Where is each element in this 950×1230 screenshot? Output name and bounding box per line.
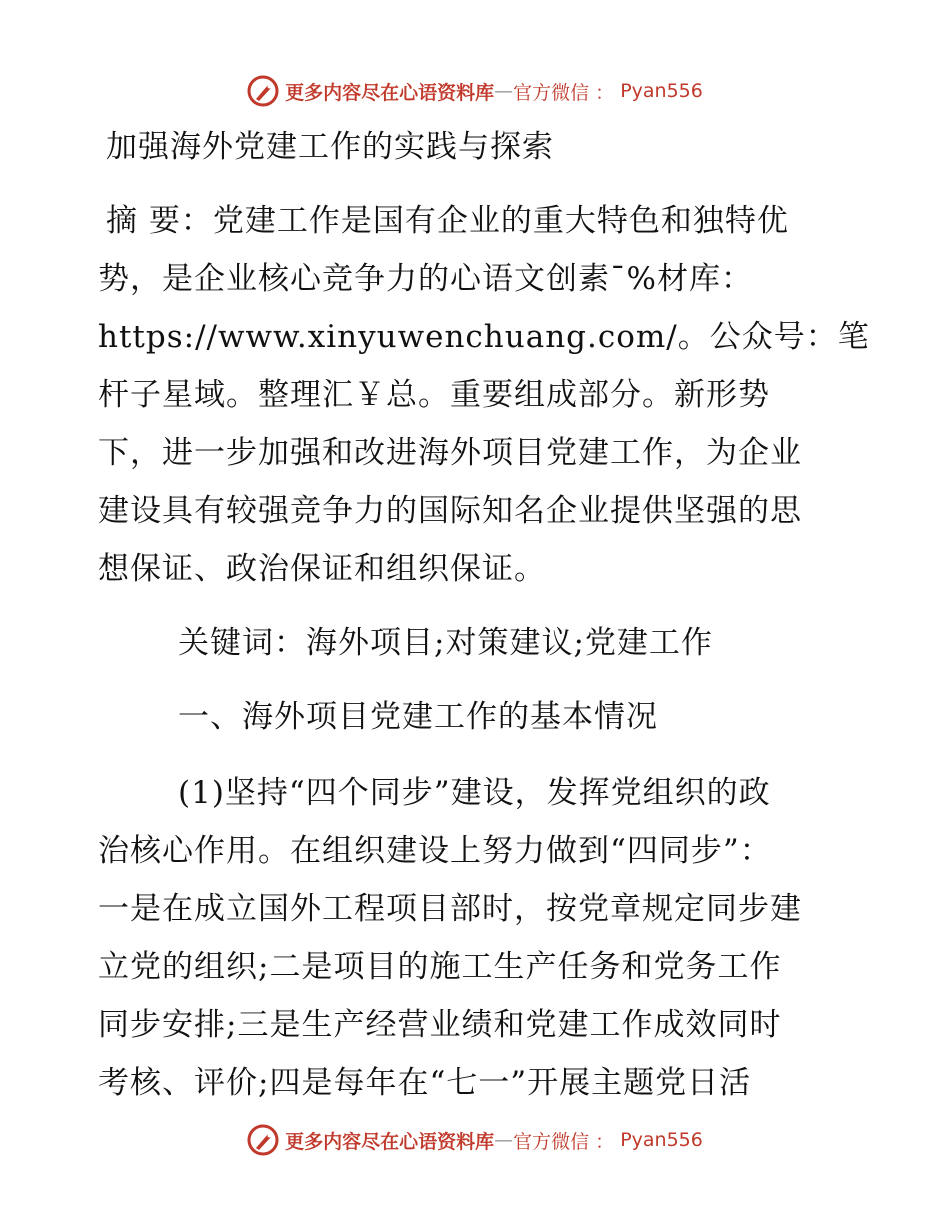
watermark-dash: — bbox=[494, 80, 514, 102]
abstract-line: 下，进一步加强和改进海外项目党建工作，为企业 bbox=[98, 435, 802, 471]
body-line: 治核心作用。在组织建设上努力做到“四同步”： bbox=[98, 833, 772, 869]
watermark-separator: ： bbox=[595, 81, 615, 104]
watermark-wechat-id: Pyan556 bbox=[620, 1129, 703, 1151]
footer-watermark bbox=[0, 1123, 950, 1157]
abstract-line: https://www.xinyuwenchuang.com/。公众号：笔 bbox=[98, 319, 870, 355]
watermark-main-text: 更多内容尽在心语资料库 bbox=[285, 81, 495, 104]
abstract-line: 建设具有较强竞争力的国际知名企业提供坚强的思 bbox=[98, 493, 802, 529]
watermark-separator: ： bbox=[595, 1130, 615, 1153]
keywords-line: 关键词：海外项目;对策建议;党建工作 bbox=[178, 625, 713, 661]
watermark-official-label: 官方微信 bbox=[513, 81, 590, 104]
header-watermark bbox=[0, 74, 950, 108]
watermark-wechat-id: Pyan556 bbox=[620, 80, 703, 102]
body-line: 立党的组织;二是项目的施工生产任务和党务工作 bbox=[98, 949, 782, 985]
body-line: 一是在成立国外工程项目部时，按党章规定同步建 bbox=[98, 891, 802, 927]
document-title: 加强海外党建工作的实践与探索 bbox=[106, 129, 554, 165]
abstract-line: 想保证、政治保证和组织保证。 bbox=[98, 551, 546, 587]
body-line: (1)坚持“四个同步”建设，发挥党组织的政 bbox=[178, 775, 771, 811]
abstract-line: 杆子星域。整理汇￥总。重要组成部分。新形势 bbox=[98, 377, 770, 413]
pen-logo-icon bbox=[247, 1124, 279, 1156]
section-heading: 一、海外项目党建工作的基本情况 bbox=[178, 699, 658, 735]
body-line: 考核、评价;四是每年在“七一”开展主题党日活 bbox=[98, 1065, 752, 1101]
watermark-official-label: 官方微信 bbox=[513, 1130, 590, 1153]
watermark-dash: — bbox=[494, 1129, 514, 1151]
abstract-line: 势，是企业核心竞争力的心语文创素¯%材库： bbox=[98, 261, 753, 297]
pen-logo-icon bbox=[247, 75, 279, 107]
abstract-line: 摘 要：党建工作是国有企业的重大特色和独特优 bbox=[106, 203, 789, 239]
body-line: 同步安排;三是生产经营业绩和党建工作成效同时 bbox=[98, 1007, 782, 1043]
watermark-main-text: 更多内容尽在心语资料库 bbox=[285, 1130, 495, 1153]
